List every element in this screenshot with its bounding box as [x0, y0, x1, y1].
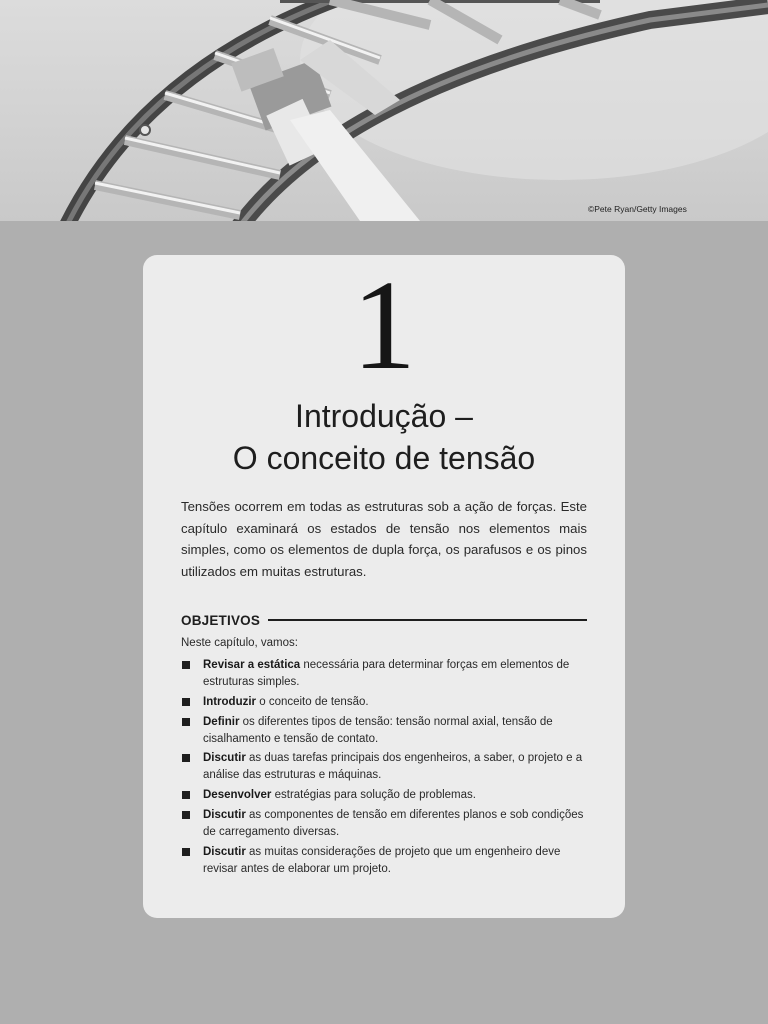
square-bullet-icon [182, 811, 190, 819]
objectives-rule [268, 619, 587, 621]
objective-item [181, 807, 591, 841]
objective-verb: Definir [203, 715, 240, 728]
objectives-header [181, 610, 587, 630]
chapter-title-line-1: Introdução – [295, 398, 473, 434]
objective-text: as componentes de tensão em diferentes planos e sob condições de carregamento diversas. [203, 808, 584, 838]
objective-text: necessária para determinar forças em elementos de estruturas simples. [203, 659, 570, 688]
header-photo [0, 0, 768, 221]
chapter-number: 1 [352, 254, 416, 396]
objective-verb: Discutir [203, 845, 246, 858]
square-bullet-icon [182, 848, 190, 856]
chapter-title-line-2: O conceito de tensão [232, 440, 536, 476]
objective-text: as muitas considerações de projeto que um engenheiro deve revisar antes de elaborar um projeto. [203, 845, 561, 875]
square-bullet-icon [182, 754, 190, 762]
objective-item [181, 657, 591, 691]
objective-item [181, 844, 591, 878]
objective-text: estratégias para solução de problemas. [271, 789, 476, 802]
chapter-card [143, 255, 625, 918]
objective-item [181, 694, 591, 711]
objective-verb: Revisar a estática [203, 659, 301, 671]
objective-item [181, 750, 591, 784]
objective-item [181, 787, 591, 804]
objective-text: as duas tarefas principais dos engenheiros, a saber, o projeto e a análise das estruturas e máquinas. [203, 752, 583, 782]
objective-item [181, 714, 591, 748]
objectives-heading: OBJETIVOS [181, 612, 261, 628]
objective-verb: Discutir [203, 808, 246, 821]
objective-verb: Desenvolver [203, 789, 272, 802]
objective-text: os diferentes tipos de tensão: tensão normal axial, tensão de cisalhamento e tensão de contato. [203, 715, 553, 745]
square-bullet-icon [182, 791, 190, 799]
objectives-lead: Neste capítulo, vamos: [181, 637, 298, 649]
square-bullet-icon [182, 661, 190, 669]
photo-credit: ©Pete Ryan/Getty Images [588, 204, 687, 214]
chapter-intro: Tensões ocorrem em todas as estruturas sob a ação de forças. Este capítulo examinará os estados de tensão nos elementos mais simples, como os elementos de dupla força, os parafusos e os pinos utilizados em muitas estruturas. [181, 499, 587, 579]
objective-verb: Discutir [203, 752, 246, 765]
objective-text: o conceito de tensão. [256, 695, 369, 708]
objectives-list [181, 657, 591, 881]
ferris-wheel-structure-photo [0, 0, 768, 221]
chapter-title [143, 395, 625, 479]
objective-verb: Introduzir [203, 695, 257, 708]
square-bullet-icon [182, 718, 190, 726]
square-bullet-icon [182, 698, 190, 706]
